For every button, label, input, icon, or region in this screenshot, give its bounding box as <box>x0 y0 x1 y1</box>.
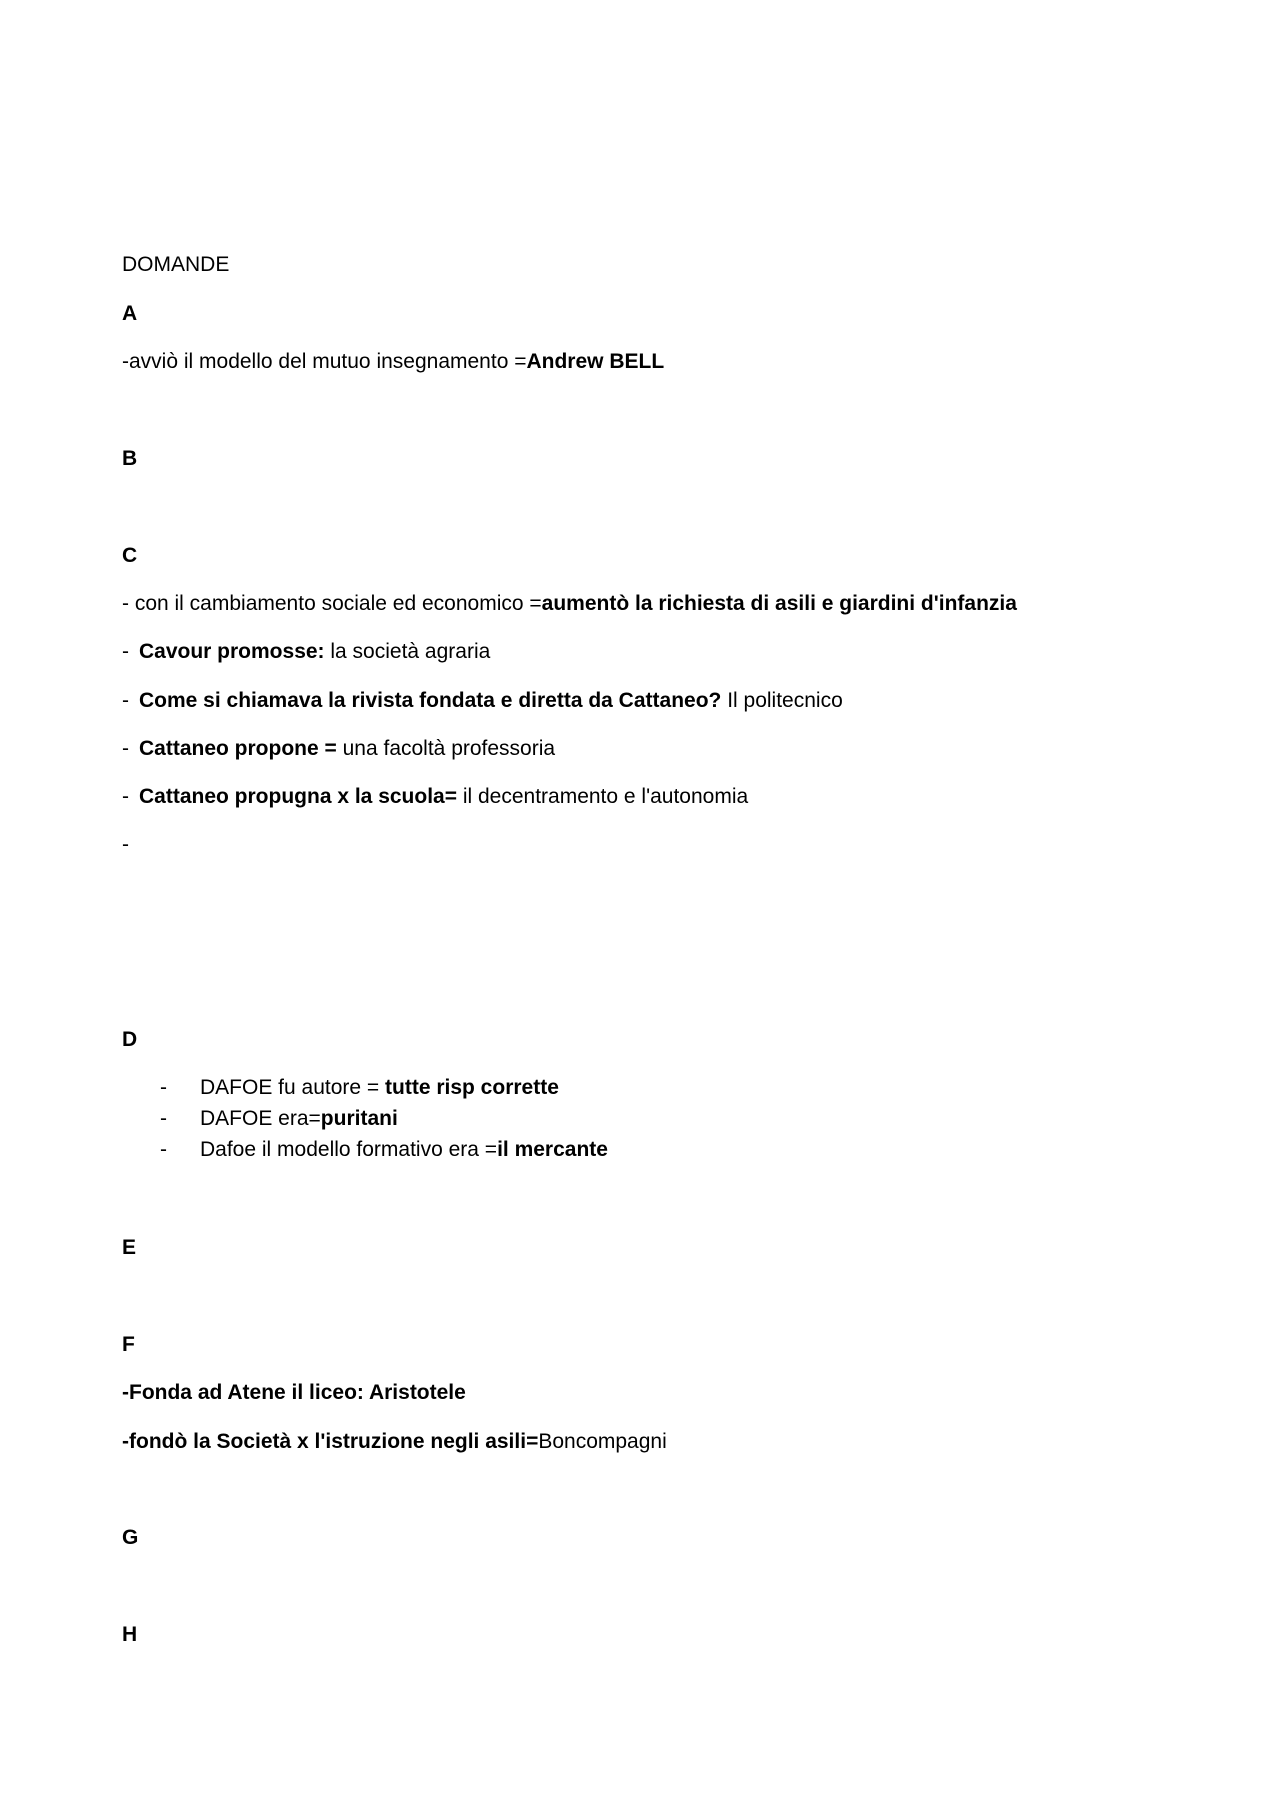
answer-text: la società agraria <box>324 640 491 663</box>
document-title: DOMANDE <box>122 253 230 276</box>
section-heading-a: A <box>122 302 138 325</box>
bullet-mark: - <box>160 1076 167 1099</box>
question-text: Cattaneo propone = <box>139 737 337 760</box>
question-line <box>122 1429 667 1455</box>
list-item-text: DAFOE fu autore = tutte risp corrette <box>200 1076 559 1099</box>
question-text: Cavour promosse: <box>139 640 325 663</box>
section-heading-b: B <box>122 447 138 470</box>
question-text: Cattaneo propugna x la scuola= <box>139 785 457 808</box>
question-line <box>122 639 490 665</box>
question-text: Come si chiamava la rivista fondata e diretta da Cattaneo? <box>139 689 722 712</box>
bullet-mark: - <box>160 1138 167 1161</box>
question-text: -avviò il modello del mutuo insegnamento = <box>122 350 527 373</box>
question-text: -Fonda ad Atene il liceo: Aristotele <box>122 1381 466 1404</box>
question-text: -fondò la Società x l'istruzione negli asili= <box>122 1430 539 1453</box>
answer-text: aumentò la richiesta di asili e giardini d'infanzia <box>541 592 1017 615</box>
question-text: con il cambiamento sociale ed economico = <box>134 592 542 615</box>
answer-text: una facoltà professoria <box>336 737 556 760</box>
question-line <box>122 1380 466 1406</box>
answer-text: il decentramento e l'autonomia <box>456 785 749 808</box>
question-line <box>122 784 748 810</box>
dash-mark: - <box>122 689 129 712</box>
bullet-mark: - <box>160 1107 167 1130</box>
list-item-text: Dafoe il modello formativo era =il mercante <box>200 1138 608 1161</box>
dash-mark: - <box>122 737 129 760</box>
section-heading-g: G <box>122 1526 139 1549</box>
question-line <box>122 736 555 762</box>
section-heading-e: E <box>122 1236 137 1259</box>
dash-mark: - <box>122 785 129 808</box>
empty-dash-line <box>122 832 129 858</box>
section-heading-c: C <box>122 544 138 567</box>
section-heading-f: F <box>122 1333 135 1356</box>
question-line <box>122 591 1017 617</box>
question-line <box>122 349 664 375</box>
dash-mark: - <box>122 833 129 856</box>
answer-text: Boncompagni <box>538 1430 667 1453</box>
dash-mark: - <box>122 640 129 663</box>
section-heading-h: H <box>122 1623 138 1646</box>
answer-text: Andrew BELL <box>526 350 665 373</box>
dash-mark: - <box>122 592 135 615</box>
list-item-text: DAFOE era=puritani <box>200 1107 398 1130</box>
question-line <box>122 688 843 714</box>
answer-text: Il politecnico <box>721 689 843 712</box>
section-heading-d: D <box>122 1028 138 1051</box>
